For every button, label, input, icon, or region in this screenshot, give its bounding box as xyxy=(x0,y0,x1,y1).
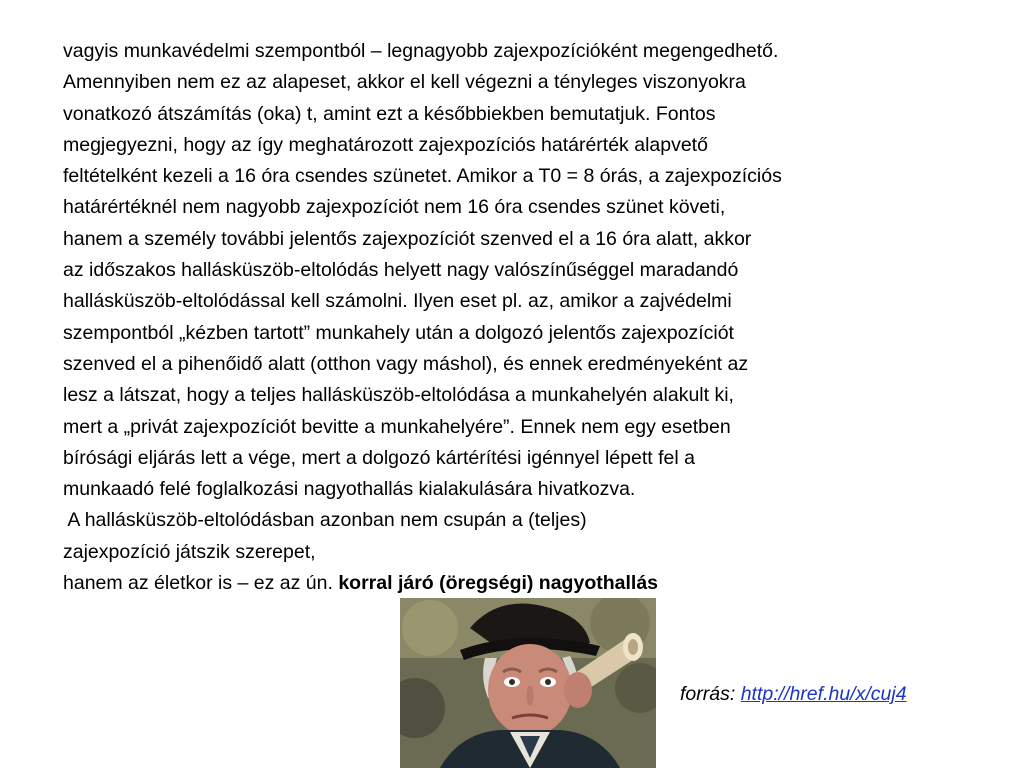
text-line: megjegyezni, hogy az így meghatározott zajexpozíciós határérték alapvető xyxy=(63,133,708,156)
text-line: az időszakos hallásküszöb-eltolódás helyett nagy valószínűséggel maradandó xyxy=(63,259,739,282)
text-line: bírósági eljárás lett a vége, mert a dolgozó kártérítési igénnyel lépett fel a xyxy=(63,446,695,469)
old-man-ear-trumpet-photo xyxy=(400,598,656,768)
text-line: Amennyiben nem ez az alapeset, akkor el kell végezni a tényleges viszonyokra xyxy=(63,71,746,94)
text-line: hallásküszöb-eltolódással kell számolni. Ilyen eset pl. az, amikor a zajvédelmi xyxy=(63,290,732,313)
text-line: A hallásküszöb-eltolódásban azonban nem csupán a (teljes) xyxy=(63,509,587,532)
text-line: szempontból „kézben tartott” munkahely után a dolgozó jelentős zajexpozíciót xyxy=(63,321,734,344)
source-caption xyxy=(680,683,907,706)
text-line: munkaadó felé foglalkozási nagyothallás kialakulására hivatkozva. xyxy=(63,478,636,501)
body-text xyxy=(63,36,1013,599)
text-line: vonatkozó átszámítás (oka) t, amint ezt a későbbiekben bemutatjuk. Fontos xyxy=(63,102,716,125)
last-line-prefix: hanem az életkor is – ez az ún. xyxy=(63,572,339,595)
text-line: mert a „privát zajexpozíciót bevitte a munkahelyére”. Ennek nem egy esetben xyxy=(63,415,731,438)
text-line: feltételként kezeli a 16 óra csendes szünetet. Amikor a T0 = 8 órás, a zajexpozíciós xyxy=(63,165,782,188)
last-line-bold: korral járó (öregségi) nagyothallás xyxy=(338,572,659,595)
text-line: határértéknél nem nagyobb zajexpozíciót nem 16 óra csendes szünet követi, xyxy=(63,196,726,219)
text-line: hanem a személy további jelentős zajexpozíciót szenved el a 16 óra alatt, akkor xyxy=(63,227,752,250)
text-line: vagyis munkavédelmi szempontból – legnagyobb zajexpozícióként megengedhető. xyxy=(63,40,779,62)
source-label: forrás: xyxy=(680,683,741,705)
text-line: lesz a látszat, hogy a teljes hallásküszöb-eltolódása a munkahelyén alakult ki, xyxy=(63,384,734,407)
source-link[interactable]: http://href.hu/x/cuj4 xyxy=(740,683,907,705)
text-line-last xyxy=(63,568,1013,599)
text-line: szenved el a pihenőidő alatt (otthon vagy máshol), és ennek eredményeként az xyxy=(63,352,749,375)
text-line: zajexpozíció játszik szerepet, xyxy=(63,540,316,563)
